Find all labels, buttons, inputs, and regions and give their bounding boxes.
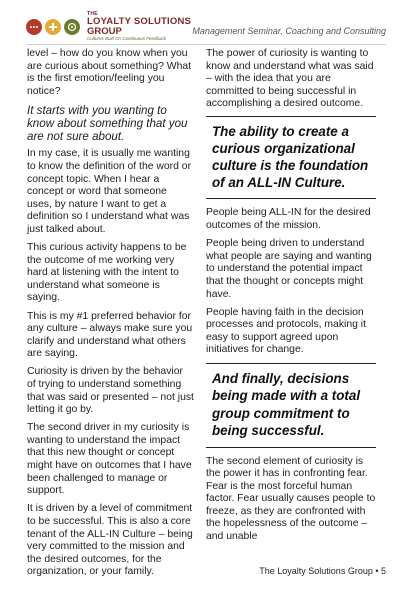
right-column bbox=[206, 48, 376, 549]
left-column bbox=[27, 48, 194, 584]
brand-logo bbox=[26, 12, 191, 42]
brand-group: GROUP bbox=[87, 25, 122, 37]
brand-the: THE bbox=[87, 11, 98, 17]
paragraph: People being ALL-IN for the desired outcomes of the mission. bbox=[206, 207, 371, 232]
brand-name: LOYALTY SOLUTIONS bbox=[87, 16, 192, 27]
page-header bbox=[0, 0, 400, 44]
italic-paragraph: It starts with you wanting to know about something that you are not sure about. bbox=[27, 103, 188, 143]
dots-icon bbox=[26, 19, 42, 35]
brand-tagline: Cultures Built On Continuous Feedback bbox=[87, 36, 167, 41]
paragraph: People having faith in the decision processes and protocols, making it easy to support agreed upon initiatives for change. bbox=[206, 306, 366, 356]
plus-icon bbox=[45, 19, 61, 35]
paragraph: The power of curiosity is wanting to know and understand what was said – with the idea that you are committed to being successful in accomplishing a desired outcome. bbox=[206, 48, 374, 110]
paragraph: The second driver in my curiosity is wanting to understand the impact that this new thought or concept might have on outcomes that I have been challenged to manage or support. bbox=[27, 422, 192, 497]
paragraph: This is my #1 preferred behavior for any culture – always make sure you clarify and understand what others are saying. bbox=[27, 310, 193, 360]
header-subtitle: Management Seminar, Coaching and Consulting bbox=[192, 26, 386, 36]
pull-quote: The ability to create a curious organizational culture is the foundation of an ALL-IN Culture. bbox=[206, 116, 376, 199]
paragraph: The second element of curiosity is the power it has in confronting fear. Fear is the most forceful human factor. Fear usually causes people to freeze, as they are confronted with the hopelessness of the outcome – and unable bbox=[206, 455, 376, 543]
paragraph: level – how do you know when you are curious about something? What is the first emotion/feeling you notice? bbox=[27, 48, 192, 97]
brand-text bbox=[87, 12, 191, 42]
paragraph: People being driven to understand what people are saying and wanting to understand the potential impact that the thought or concepts might have. bbox=[206, 238, 372, 300]
pull-quote: And finally, decisions being made with a total group commitment to being successful. bbox=[206, 363, 376, 448]
paragraph: This curious activity happens to be the outcome of me working very hard at listening with the intent to understand what someone is saying. bbox=[27, 242, 187, 304]
paragraph: Curiosity is driven by the behavior of trying to understand something that was said or presented – not just letting it go by. bbox=[27, 366, 194, 416]
paragraph: In my case, it is usually me wanting to know the definition of the word or concept topic. When I hear a concept or word that someone uses, by nature I want to get a definition so I understand what was just talked about. bbox=[27, 148, 192, 235]
header-divider bbox=[26, 44, 386, 45]
page-footer: The Loyalty Solutions Group • 5 bbox=[259, 566, 386, 576]
target-icon bbox=[64, 19, 80, 35]
paragraph: It is driven by a level of commitment to be successful. This is also a core tenant of the ALL-IN Culture – being very committed to the mission and the desired outcomes, for the organization, or your family. bbox=[27, 503, 193, 578]
